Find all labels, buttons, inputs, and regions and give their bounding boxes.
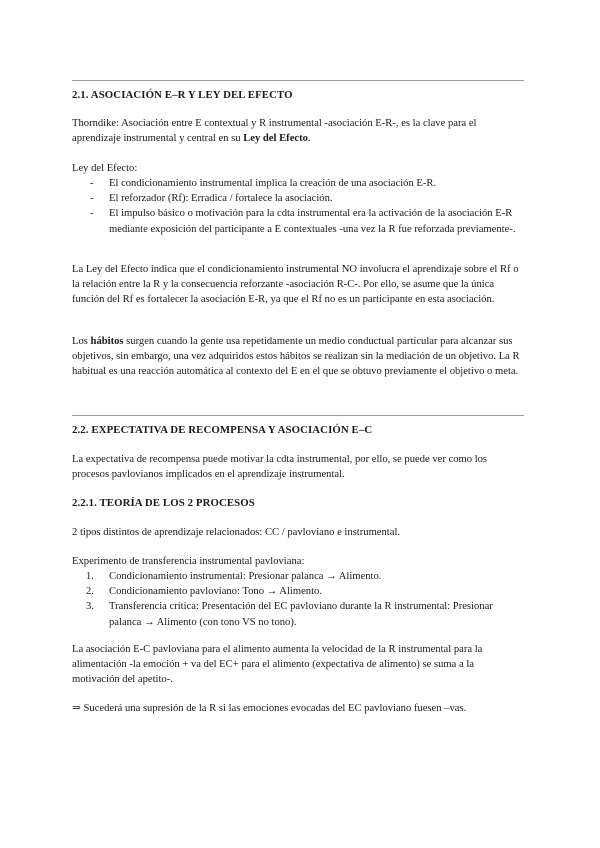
thorndike-text-end: . [307, 133, 311, 145]
bullet-dash: - [90, 178, 94, 189]
section-divider-middle [72, 415, 524, 416]
ley-label: Ley del Efecto: [72, 163, 138, 174]
list-item-text: El reforzador (Rf): Erradica / fortalece la asociación. [109, 193, 333, 205]
list-item-text: El impulso básico o motivación para la cdta instrumental era la activación de la asociación E-R mediante exposición del participante a E contextuales -una vez la R fue reforzada previamente-. [109, 208, 516, 235]
ley-list [72, 176, 524, 237]
list-item [72, 599, 524, 629]
list-item-text: Condicionamiento pavloviano: Tono → Alimento. [109, 586, 322, 598]
thorndike-text: Thorndike: Asociación entre E contextual y R instrumental -asociación E-R-, es la clave para el aprendizaje instrumental y central en su [72, 118, 477, 145]
subsection-heading-2-2-1: 2.2.1. TEORÍA DE LOS 2 PROCESOS [72, 497, 255, 509]
list-number: 2. [86, 586, 94, 598]
bullet-dash: - [90, 208, 94, 220]
habitos-text-end: surgen cuando la gente usa repetidamente un medio conductual particular para alcanzar sus objetivos, sin embargo, una vez adquiridos estos hábitos se realizan sin la mediación de un objetivo. La R habitual es una reacción automática al contexto del E en el que se obtuvo previamente el objetivo o meta. [72, 336, 520, 378]
section-heading-2-1: 2.1. ASOCIACIÓN E–R Y LEY DEL EFECTO [72, 89, 293, 101]
expectativa-paragraph: La expectativa de recompensa puede motivar la cdta instrumental, por ello, se puede ver como los procesos pavlovianos implicados en el aprendizaje instrumental. [72, 454, 488, 481]
habitos-text: Los [72, 336, 91, 347]
experiment-list [72, 569, 524, 630]
ley-del-efecto-emphasis: Ley del Efecto [243, 133, 308, 145]
tipos-paragraph: 2 tipos distintos de aprendizaje relacionados: CC / pavloviano e instrumental. [72, 527, 401, 538]
habitos-paragraph [72, 334, 524, 380]
list-number: 3. [86, 601, 94, 613]
ley-explanation-paragraph: La Ley del Efecto indica que el condicionamiento instrumental NO involucra el aprendizaje sobre el Rf o la relación entre la R y la consecuencia reforzante -asociación R-C-. Por ello, se asume que la única función del Rf es fortalecer la asociación E-R, ya que el Rf no es un participante en esta asociación. [72, 264, 519, 306]
list-item [72, 569, 524, 584]
section-divider-top [72, 80, 524, 81]
list-number: 1. [86, 571, 94, 582]
experiment-label: Experimento de transferencia instrumental pavloviana: [72, 556, 305, 567]
list-item [72, 206, 524, 236]
list-item-text: El condicionamiento instrumental implica la creación de una asociación E-R. [109, 178, 437, 189]
list-item [72, 176, 524, 191]
section-heading-2-2: 2.2. EXPECTATIVA DE RECOMPENSA Y ASOCIACIÓN E–C [72, 424, 373, 436]
conclusion-line: ⇒ Sucederá una supresión de la R si las emociones evocadas del EC pavloviano fuesen –vas. [72, 703, 467, 714]
list-item [72, 584, 524, 599]
list-item-text: Transferencia crítica: Presentación del EC pavloviano durante la R instrumental: Presionar palanca → Alimento (con tono VS no tono). [109, 601, 493, 628]
asociacion-ec-paragraph: La asociación E-C pavloviana para el alimento aumenta la velocidad de la R instrumental para la alimentación -la emoción + va del EC+ para el alimento (expectativa de alimento) se suma a la motivación del apetito-. [72, 644, 483, 686]
list-item-text: Condicionamiento instrumental: Presionar palanca → Alimento. [109, 571, 382, 582]
list-item [72, 191, 524, 206]
habitos-emphasis: hábitos [90, 336, 124, 347]
bullet-dash: - [90, 193, 94, 205]
thorndike-paragraph [72, 116, 524, 146]
